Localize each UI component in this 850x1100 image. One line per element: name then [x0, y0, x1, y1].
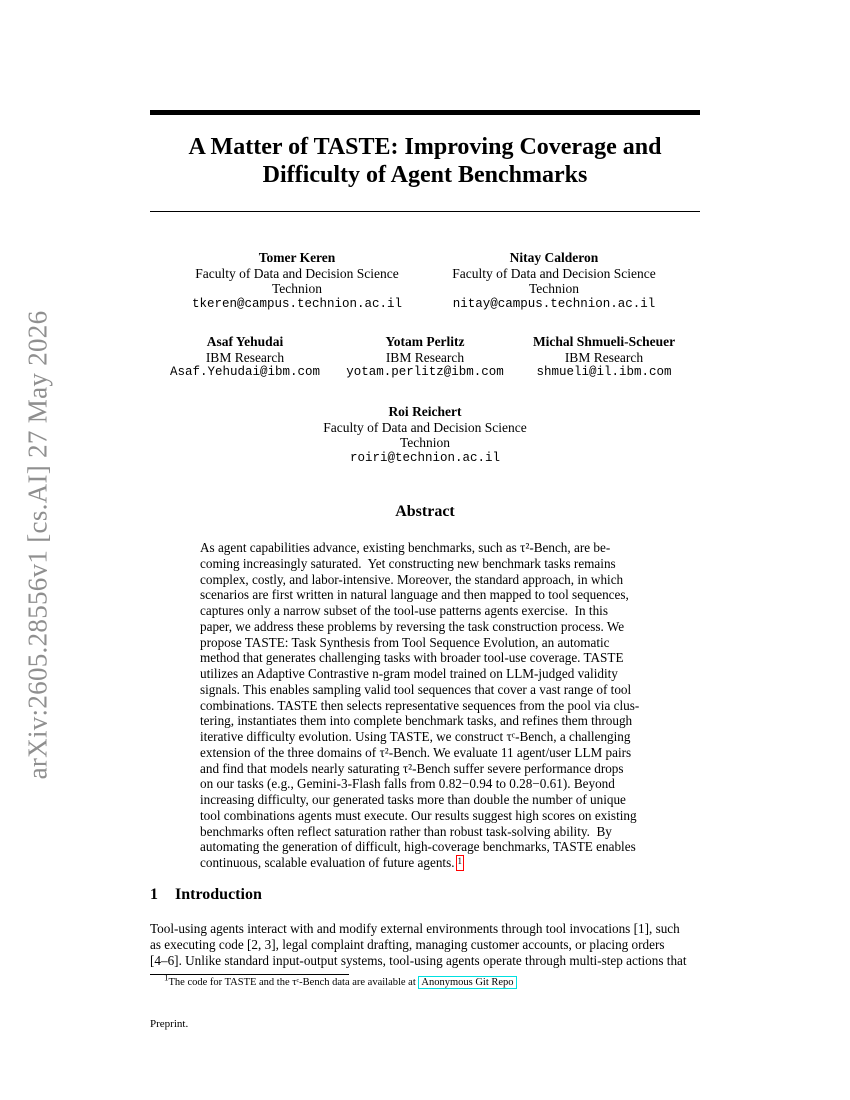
- abstract-line-text: complex, costly, and labor-intensive. Moreover, the standard approach, in which: [200, 571, 624, 587]
- author-affiliation: IBM Research: [385, 349, 465, 365]
- introduction-line-text: Tool-using agents interact with and modify external environments through tool invocations [1], such: [150, 921, 680, 936]
- abstract-line-text: captures only a narrow subset of the tool-use patterns agents exercise. In this: [200, 603, 608, 618]
- author-email: roiri@technion.ac.il: [349, 450, 501, 465]
- author-affiliation: IBM Research: [564, 349, 644, 365]
- abstract-line-text: extension of the three domains of τ²-Bench. We evaluate 11 agent/user LLM pairs: [200, 744, 632, 760]
- abstract-line-text: propose TASTE: Task Synthesis from Tool Sequence Evolution, an automatic: [200, 634, 610, 650]
- abstract-line-text: paper, we address these problems by reversing the task construction process. We: [200, 618, 625, 634]
- abstract-line: [200, 682, 652, 698]
- abstract-line-text: coming increasingly saturated. Yet constructing new benchmark tasks remains: [200, 555, 616, 571]
- abstract-line: [200, 666, 652, 682]
- abstract-line-text: on our tasks (e.g., Gemini-3-Flash falls from 0.82−0.94 to 0.28−0.61). Beyond: [200, 776, 615, 792]
- author-block: [428, 250, 680, 312]
- introduction-line: [150, 921, 701, 937]
- author-affiliation: Faculty of Data and Decision Science: [452, 265, 656, 281]
- author-block: [519, 334, 689, 381]
- footnote-rule: [150, 974, 349, 975]
- introduction-line-text: [4–6]. Unlike standard input-output systems, tool-using agents operate through multi-step actions that: [150, 952, 687, 968]
- author-affiliation: Technion: [528, 281, 580, 296]
- author-affiliation: Technion: [271, 281, 323, 296]
- footnote: [164, 972, 517, 988]
- introduction-body: [150, 921, 701, 968]
- title-line: Difficulty of Agent Benchmarks: [262, 162, 588, 188]
- abstract-line: [200, 635, 652, 651]
- abstract-heading: Abstract: [395, 503, 455, 520]
- author-block: [299, 404, 551, 466]
- author-email: shmueli@il.ibm.com: [536, 365, 672, 379]
- abstract-line: [200, 619, 652, 635]
- footnote-marker: 1: [164, 972, 169, 983]
- abstract-line-text: tool combinations agents must execute. Our results suggest high scores on existing: [200, 807, 637, 823]
- abstract-line: [200, 729, 652, 745]
- introduction-line: [150, 937, 701, 953]
- abstract-line: [200, 587, 652, 603]
- author-name: Asaf Yehudai: [206, 334, 284, 349]
- author-name: Nitay Calderon: [509, 250, 599, 265]
- author-affiliation: Faculty of Data and Decision Science: [195, 265, 399, 281]
- abstract-line-text: As agent capabilities advance, existing benchmarks, such as τ²-Bench, are be-: [200, 540, 611, 555]
- author-email: nitay@campus.technion.ac.il: [452, 296, 656, 311]
- introduction-line-text: as executing code [2, 3], legal complaint drafting, managing customer accounts, or placing orders: [150, 936, 665, 952]
- abstract-line-text: tering, instantiates them into complete benchmark tasks, and refines them through: [200, 713, 633, 729]
- abstract-line-text: iterative difficulty evolution. Using TASTE, we construct τᶜ-Bench, a challenging: [200, 729, 631, 744]
- arxiv-identifier-text: arXiv:2605.28556v1 [cs.AI] 27 May 2026: [22, 310, 53, 780]
- preprint-label: Preprint.: [150, 1018, 189, 1030]
- abstract-line: [200, 855, 652, 871]
- title-line: A Matter of TASTE: Improving Coverage and: [188, 134, 662, 160]
- introduction-line: [150, 953, 701, 969]
- abstract-line: [200, 776, 652, 792]
- abstract-line: [200, 792, 652, 808]
- author-affiliation: Technion: [399, 435, 451, 450]
- author-name: Tomer Keren: [258, 250, 336, 265]
- abstract-line: [200, 824, 652, 840]
- abstract-line-text: scenarios are first written in natural language and then mapped to tool sequences,: [200, 587, 629, 603]
- section-title: Introduction: [175, 886, 262, 903]
- section-heading-introduction: [150, 886, 262, 904]
- abstract-line: [200, 540, 652, 556]
- author-name: Yotam Perlitz: [385, 334, 465, 349]
- author-affiliation: Faculty of Data and Decision Science: [323, 419, 527, 435]
- abstract-line-text: benchmarks often reflect saturation rather than robust task-solving ability. By: [200, 823, 612, 839]
- abstract-line-text: signals. This enables sampling valid tool sequences that cover a vast range of tool: [200, 681, 632, 697]
- abstract-line: [200, 556, 652, 572]
- abstract-line: [200, 698, 652, 714]
- abstract-line: [200, 745, 652, 761]
- repo-link[interactable]: Anonymous Git Repo: [418, 976, 516, 989]
- abstract-line-text: and find that models nearly saturating τ²-Bench suffer severe performance drops: [200, 760, 624, 776]
- abstract-line-text: combinations. TASTE then selects representative sequences from the pool via clus-: [200, 697, 640, 713]
- author-affiliation: IBM Research: [205, 349, 285, 365]
- abstract-line-text: automating the generation of difficult, high-coverage benchmarks, TASTE enables: [200, 839, 636, 855]
- abstract-line: [200, 572, 652, 588]
- abstract-line-text: increasing difficulty, our generated tasks more than double the number of unique: [200, 792, 626, 807]
- abstract-line-text: method that generates challenging tasks with broader tool-use coverage. TASTE: [200, 650, 624, 666]
- author-email: Asaf.Yehudai@ibm.com: [169, 365, 321, 379]
- paper-title: [150, 133, 700, 189]
- title-top-rule: [150, 110, 700, 115]
- abstract-line: [200, 808, 652, 824]
- abstract-line-text: continuous, scalable evaluation of future agents.: [200, 855, 455, 870]
- abstract-line: [200, 713, 652, 729]
- author-name: Michal Shmueli-Scheuer: [532, 334, 676, 349]
- abstract-line-text: utilizes an Adaptive Contrastive n-gram model trained on LLM-judged validity: [200, 666, 618, 681]
- abstract-line: [200, 761, 652, 777]
- author-email: tkeren@campus.technion.ac.il: [191, 296, 403, 311]
- title-bottom-rule: [150, 211, 700, 212]
- author-email: yotam.perlitz@ibm.com: [346, 365, 504, 379]
- section-number: 1: [150, 886, 158, 903]
- abstract-line: [200, 603, 652, 619]
- footnote-text: The code for TASTE and the τᶜ-Bench data are available at: [168, 977, 416, 988]
- author-name: Roi Reichert: [388, 404, 462, 419]
- author-block: [171, 250, 423, 312]
- author-block: [340, 334, 510, 381]
- abstract-body: [200, 540, 652, 871]
- abstract-line: [200, 839, 652, 855]
- footnote-link-marker[interactable]: 1: [456, 855, 465, 871]
- abstract-line: [200, 650, 652, 666]
- author-block: [160, 334, 330, 381]
